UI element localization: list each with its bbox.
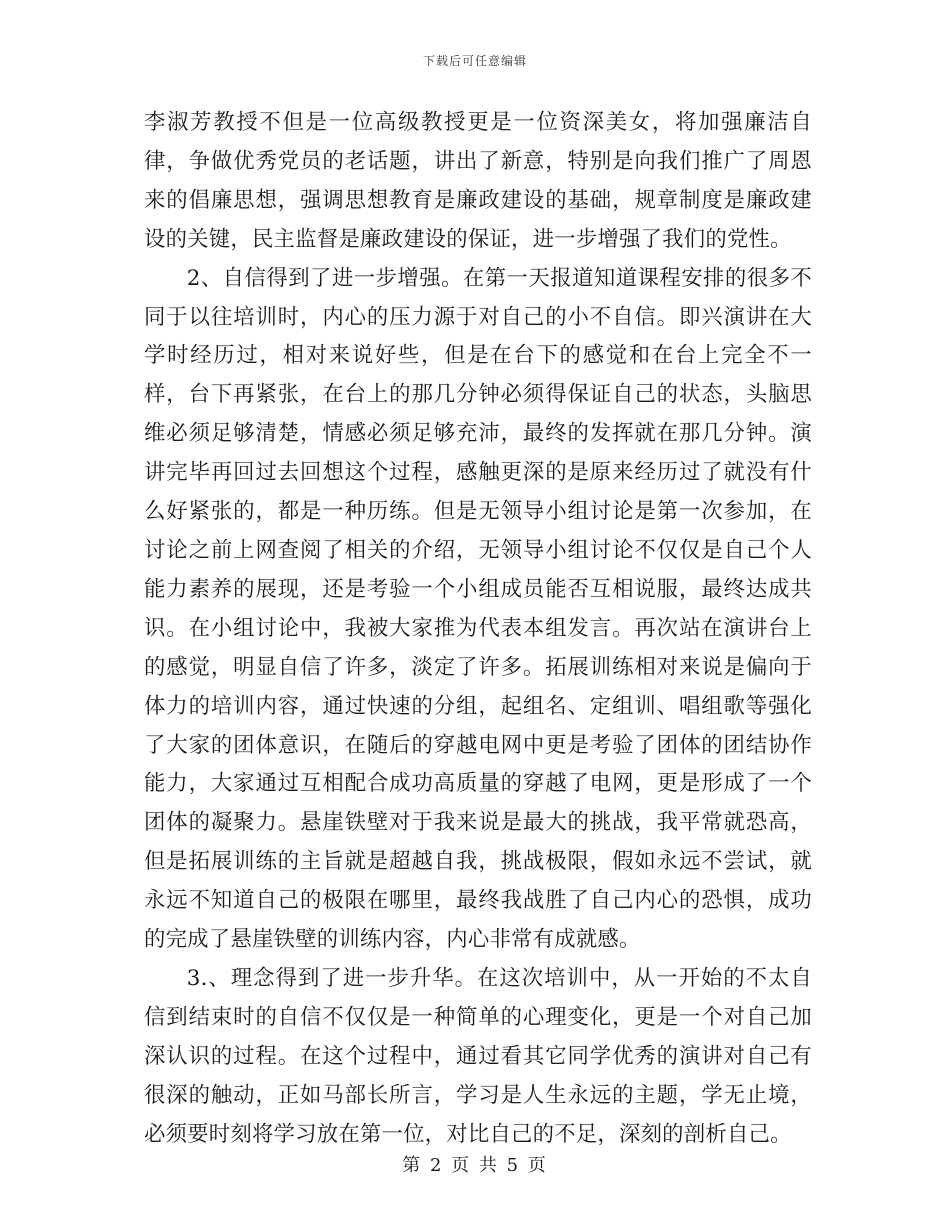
- paragraph-confidence: 2、自信得到了进一步增强。在第一天报道知道课程安排的很多不同于以往培训时，内心的压力源于对自己的小不自信。即兴演讲在大学时经历过，相对来说好些，但是在台下的感觉和在台上完全不一样，台下再紧张，在台上的那几分钟必须得保证自己的状态，头脑思维必须足够清楚，情感必须足够充沛，最终的发挥就在那几分钟。演讲完毕再回过去回想这个过程，感触更深的是原来经历过了就没有什么好紧张的，都是一种历练。但是无领导小组讨论是第一次参加，在讨论之前上网查阅了相关的介绍，无领导小组讨论不仅仅是自己个人能力素养的展现，还是考验一个小组成员能否互相说服，最终达成共识。在小组讨论中，我被大家推为代表本组发言。再次站在演讲台上的感觉，明显自信了许多，淡定了许多。拓展训练相对来说是偏向于体力的培训内容，通过快速的分组，起组名、定组训、唱组歌等强化了大家的团体意识，在随后的穿越电网中更是考验了团体的团结协作能力，大家通过互相配合成功高质量的穿越了电网，更是形成了一个团体的凝聚力。悬崖铁壁对于我来说是最大的挑战，我平常就恐高，但是拓展训练的主旨就是超越自我，挑战极限，假如永远不尝试，就永远不知道自己的极限在哪里，最终我战胜了自己内心的恐惧，成功的完成了悬崖铁壁的训练内容，内心非常有成就感。: [144, 265, 812, 953]
- page-header: 下载后可任意编辑: [422, 54, 527, 68]
- paragraph-continued: 李淑芳教授不但是一位高级教授更是一位资深美女，将加强廉洁自律，争做优秀党员的老话题，讲出了新意，特别是向我们推广了周恩来的倡廉思想，强调思想教育是廉政建设的基础，规章制度是廉政建设的关键，民主监督是廉政建设的保证，进一步增强了我们的党性。: [144, 110, 812, 252]
- page-number: 第 2 页 共 5 页: [402, 1155, 548, 1176]
- document-body: [144, 104, 812, 1154]
- paragraph-philosophy: 3.、理念得到了进一步升华。在这次培训中，从一开始的不太自信到结束时的自信不仅仅是一种简单的心理变化，更是一个对自己加深认识的过程。在这个过程中，通过看其它同学优秀的演讲对自己有很深的触动，正如马部长所言，学习是人生永远的主题，学无止境，必须要时刻将学习放在第一位，对比自己的不足，深刻的剖析自己。: [144, 965, 812, 1147]
